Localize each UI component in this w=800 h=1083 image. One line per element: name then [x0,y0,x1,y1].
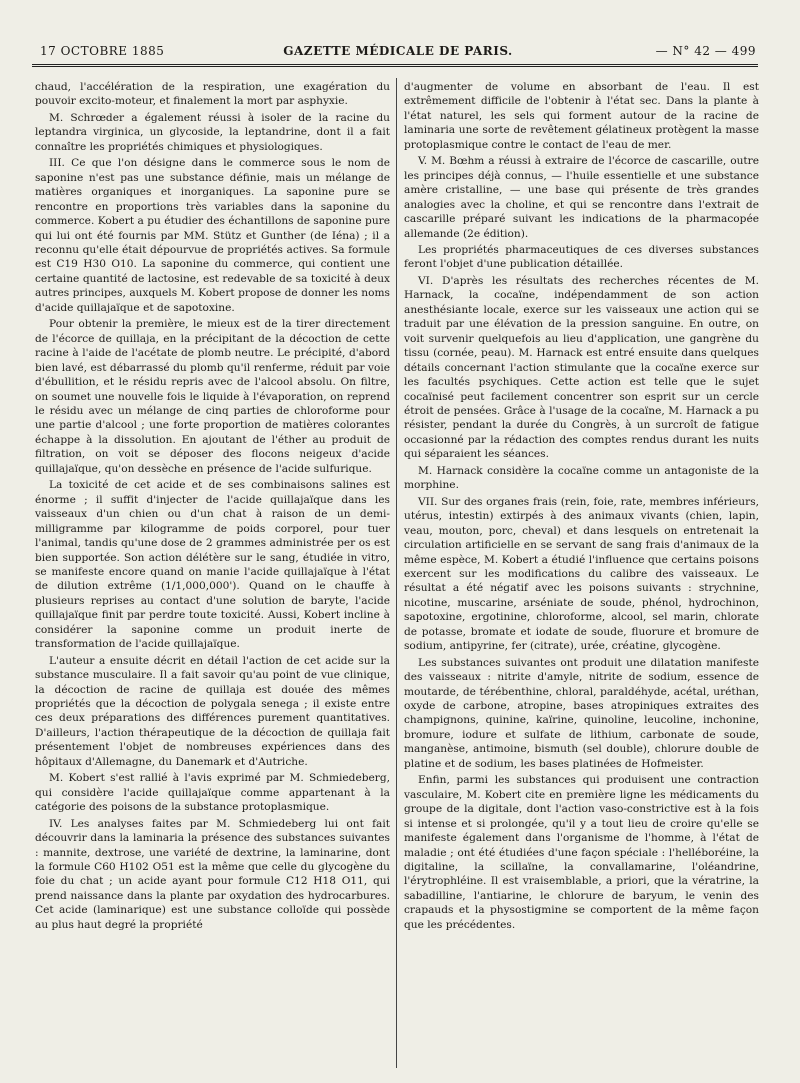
paragraph: VII. Sur des organes frais (rein, foie, rate, membres inférieurs, utérus, intestin) extirpés à des animaux vivants (chien, lapin, veau, mouton, porc, cheval) et dans lesquels on entretenait la circulation artificielle en se servant de sang frais d'animaux de la même espèce, M. Kobert a étudié l'influence que certains poisons exercent sur les modifications du calibre des vaisseaux. Le résultat a été négatif avec les poisons suivants : strychnine, nicotine, muscarine, arséniate de soude, phénol, hydrochinon, sapotoxine, ergotinine, chloroforme, alcool, sel marin, chlorate de potasse, bromate et iodate de soude, fluorure et bromure de sodium, antipyrine, fer (citrate), urée, créatine, glycogène. [404,495,759,653]
issue-page-number: — N° 42 — 499 [655,44,756,58]
paragraph: chaud, l'accélération de la respiration, une exagération du pouvoir excito-moteur, et finalement la mort par asphyxie. [35,81,390,108]
left-column [35,80,390,1065]
paragraph: Les substances suivantes ont produit une dilatation manifeste des vaisseaux : nitrite d'amyle, nitrite de sodium, essence de moutarde, de térébenthine, chloral, paraldéhyde, acétal, uréthan, oxyde de carbone, atropine, bases atropiniques extraites des champignons, quinine, kaïrine, quinoline, leucoline, inchonine, bromure, iodure et sulfate de lithium, carbonate de soude, manganèse, antimoine, bismuth (sel double), chlorure double de platine et de sodium, les bases platinées de Hofmeister. [404,656,759,770]
paragraph: Les propriétés pharmaceutiques de ces diverses substances feront l'objet d'une publication détaillée. [404,243,759,271]
right-column [404,80,759,1065]
paragraph: L'auteur a ensuite décrit en détail l'action de cet acide sur la substance musculaire. Il a fait savoir qu'au point de vue clinique, la décoction de racine de quillaja est douée des mêmes propriétés que la décoction de polygala senega ; il existe entre ces deux préparations des différences purement quantitatives. D'ailleurs, l'action thérapeutique de la décoction de quillaja fait présentement l'objet de nombreuses expériences dans des hôpitaux d'Allemagne, du Danemark et d'Autriche. [35,654,390,768]
paragraph: Enfin, parmi les substances qui produisent une contraction vasculaire, M. Kobert cite en première ligne les médicaments du groupe de la digitale, dont l'action vaso-constrictive est à la fois si intense et si prolongée, qu'il y a tout lieu de croire qu'elle se manifeste également dans l'organisme de l'homme, à l'état de maladie ; ont été étudiées d'une façon spéciale : l'helléboréine, la digitaline, la scillaïne, la convallamarine, l'oléandrine, l'érytrophléine. Il est vraisemblable, a priori, que la vératrine, la sabadilline, l'antiarine, le chlorure de baryum, le venin des crapauds et la physostigmine se comportent de la même façon que les précédentes. [404,774,759,931]
column-divider [396,78,397,1068]
paragraph: M. Kobert s'est rallié à l'avis exprimé par M. Schmiedeberg, qui considère l'acide quillajaïque comme appartenant à la catégorie des poisons de la substance protoplasmique. [35,772,390,814]
paragraph: Pour obtenir la première, le mieux est de la tirer directement de l'écorce de quillaja, en la précipitant de la décoction de cette racine à l'aide de l'acétate de plomb neutre. Le précipité, d'abord bien lavé, est débarrassé du plomb qu'il renferme, réduit par voie d'ébullition, et le résidu repris avec de l'alcool absolu. On filtre, on soumet une nouvelle fois le liquide à l'évaporation, on reprend le résidu avec un mélange de cinq parties de chloroforme pour une partie d'alcool ; une forte proportion de matières colorantes échappe à la dissolution. En ajoutant de l'éther au produit de filtration, on voit se déposer des flocons neigeux d'acide quillajaïque, qu'on dessèche en présence de l'acide sulfurique. [35,318,390,475]
journal-title: GAZETTE MÉDICALE DE PARIS. [283,44,513,58]
issue-date: 17 OCTOBRE 1885 [40,44,165,58]
paragraph: VI. D'après les résultats des recherches récentes de M. Harnack, la cocaïne, indépendamment de son action anesthésiante locale, exerce sur les vaisseaux une action qui se traduit par une élévation de la pression sanguine. En outre, on voit survenir quelquefois au lieu d'application, une gangrène du tissu (cornée, peau). M. Harnack est entré ensuite dans quelques détails concernant l'action stimulante que la cocaïne exerce sur les facultés psychiques. Cette action est telle que le sujet cocaïnisé peut facilement concentrer son esprit sur un cercle étroit de pensées. Grâce à l'usage de la cocaïne, M. Harnack a pu résister, pendant la durée du Congrès, à un surcroît de fatigue occasionné par la rédaction des comptes rendus durant les nuits qui séparaient les séances. [404,274,759,461]
paragraph: M. Harnack considère la cocaïne comme un antagoniste de la morphine. [404,464,759,492]
header-rule [32,64,758,67]
paragraph: V. M. Bœhm a réussi à extraire de l'écorce de cascarille, outre les principes déjà connus, — l'huile essentielle et une substance amère cristalline, — une base qui présente de très grandes analogies avec la choline, et qui se rencontre dans l'extrait de cascarille préparé suivant les indications de la pharmacopée allemande (2e édition). [404,155,759,240]
paragraph: La toxicité de cet acide et de ses combinaisons salines est énorme ; il suffit d'injecter de l'acide quillajaïque dans les vaisseaux d'un chien ou d'un chat à raison de un demi-milligramme par kilogramme de poids corporel, pour tuer l'animal, tandis qu'une dose de 2 grammes administrée per os est bien supportée. Son action délétère sur le sang, étudiée in vitro, se manifeste encore quand on manie l'acide quillajaïque à l'état de dilution extrême (1/1,000,000'). Quand on le chauffe à plusieurs reprises au contact d'une solution de baryte, l'acide quillajaïque finit par perdre toute toxicité. Aussi, Kobert incline à considérer la saponine comme un produit inerte de transformation de l'acide quillajaïque. [35,479,390,651]
paragraph: d'augmenter de volume en absorbant de l'eau. Il est extrêmement difficile de l'obtenir à l'état sec. Dans la plante à l'état naturel, les sels qui forment autour de la racine de laminaria une sorte de revêtement gélatineux protègent la masse protoplasmique contre le contact de l'eau de mer. [404,81,759,151]
page-header [40,44,756,66]
paragraph: III. Ce que l'on désigne dans le commerce sous le nom de saponine n'est pas une substance définie, mais un mélange de matières organiques et inorganiques. La saponine pure se rencontre en proportions très variables dans la saponine du commerce. Kobert a pu étudier des échantillons de saponine pure qui lui ont été fournis par MM. Stütz et Gunther (de Iéna) ; il a reconnu qu'elle était dépourvue de propriétés actives. Sa formule est C19 H30 O10. La saponine du commerce, qui contient une certaine quantité de lactosine, est redevable de sa toxicité à deux autres principes, auxquels M. Kobert propose de donner les noms d'acide quillajaïque et de sapotoxine. [35,157,390,314]
paragraph: M. Schrœder a également réussi à isoler de la racine du leptandra virginica, un glycoside, la leptandrine, dont il a fait connaître les propriétés chimiques et physiologiques. [35,111,390,153]
paragraph: IV. Les analyses faites par M. Schmiedeberg lui ont fait découvrir dans la laminaria la présence des substances suivantes : mannite, dextrose, une variété de dextrine, la laminarine, dont la formule C60 H102 O51 est la même que celle du glycogène du foie du chat ; un acide ayant pour formule C12 H18 O11, qui prend naissance dans la plante par oxydation des hydrocarbures. Cet acide (laminarique) est une substance colloïde qui possède au plus haut degré la propriété [35,817,390,931]
